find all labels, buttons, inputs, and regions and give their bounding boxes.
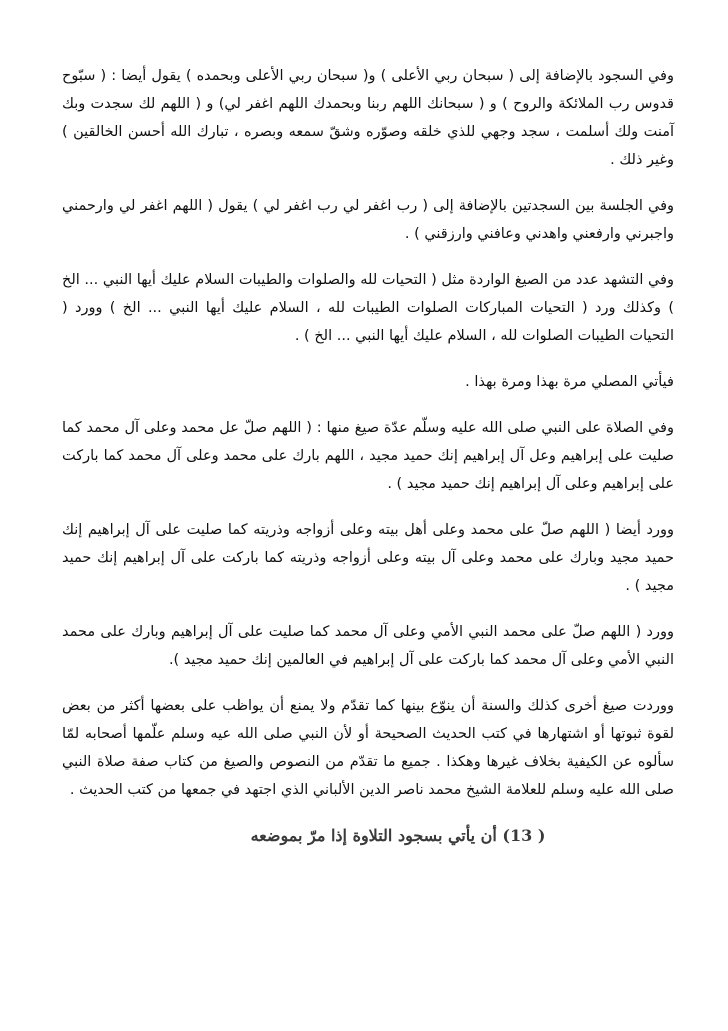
paragraph-sujood: وفي السجود بالإضافة إلى ( سبحان ربي الأعلى ) و( سبحان ربي الأعلى وبحمده ) يقول أيضا : ( سبّوح قدوس رب الملائكة والروح ) و ( سبحانك اللهم ربنا وبحمدك اللهم اغفر لي) و ( اللهم لك سجدت وبك آمنت ولك أسلمت ، سجد وجهي للذي خلقه وصوّره وشقّ سمعه وبصره ، تبارك الله أحسن الخالقين ) وغير ذلك . (62, 68, 674, 168)
paragraph-jalsa: وفي الجلسة بين السجدتين بالإضافة إلى ( رب اغفر لي رب اغفر لي ) يقول ( اللهم اغفر لي وارحمني واجبرني وارفعني واهدني وعافني وارزقني ) . (62, 198, 674, 242)
paragraph-salat-ala-nabi: وفي الصلاة على النبي صلى الله عليه وسلّم عدّة صيغ منها : ( اللهم صلّ عل محمد وعلى آل محمد كما صليت على إبراهيم وعل آل إبراهيم إنك حميد مجيد ، اللهم بارك على محمد وعلى آل محمد كما باركت على إبراهيم وعلى آل إبراهيم إنك حميد مجيد ) . (62, 420, 674, 492)
paragraph-other-forms: ووردت صيغ أخرى كذلك والسنة أن ينوّع بينها كما تقدّم ولا يمنع أن يواظب على بعضها أكثر من بعض لقوة ثبوتها أو اشتهارها في كتب الحديث الصحيحة أو لأن النبي صلى الله عيه وسلم علّمها أصحابه لمّا سألوه عن الكيفية بخلاف غيرها وهكذا . جميع ما تقدّم من النصوص والصيغ من كتاب صفة صلاة النبي صلى الله عليه وسلم للعلامة الشيخ محمد ناصر الدين الألباني الذي اجتهد في جمعها من كتب الحديث . (62, 698, 674, 798)
paragraph-tashahhud: وفي التشهد عدد من الصيغ الواردة مثل ( التحيات لله والصلوات والطيبات السلام عليك أيها النبي ... الخ ) وكذلك ورد ( التحيات المباركات الصلوات الطيبات لله ، السلام عليك أيها النبي ... الخ ) وورد ( التحيات الطيبات الصلوات لله ، السلام عليك أيها النبي ... الخ ) . (62, 272, 674, 344)
document-page (62, 62, 674, 850)
section-heading: ( 13) أن يأتي بسجود التلاوة إذا مرّ بموضعه (250, 826, 546, 845)
paragraph-alternation: فيأتي المصلي مرة بهذا ومرة بهذا . (465, 374, 674, 390)
paragraph-wurid-aydan: وورد أيضا ( اللهم صلّ على محمد وعلى أهل بيته وعلى أزواجه وذريته كما صليت على آل إبراهيم إنك حميد مجيد وبارك على محمد وعلى آل بيته وعلى أزواجه وذريته كما باركت على آل إبراهيم إنك حميد مجيد ) . (62, 522, 674, 594)
paragraph-wurid-ummi: وورد ( اللهم صلّ على محمد النبي الأمي وعلى آل محمد كما صليت على آل إبراهيم وبارك على محمد النبي الأمي وعلى آل محمد كما باركت على آل إبراهيم في العالمين إنك حميد مجيد ). (62, 624, 674, 668)
